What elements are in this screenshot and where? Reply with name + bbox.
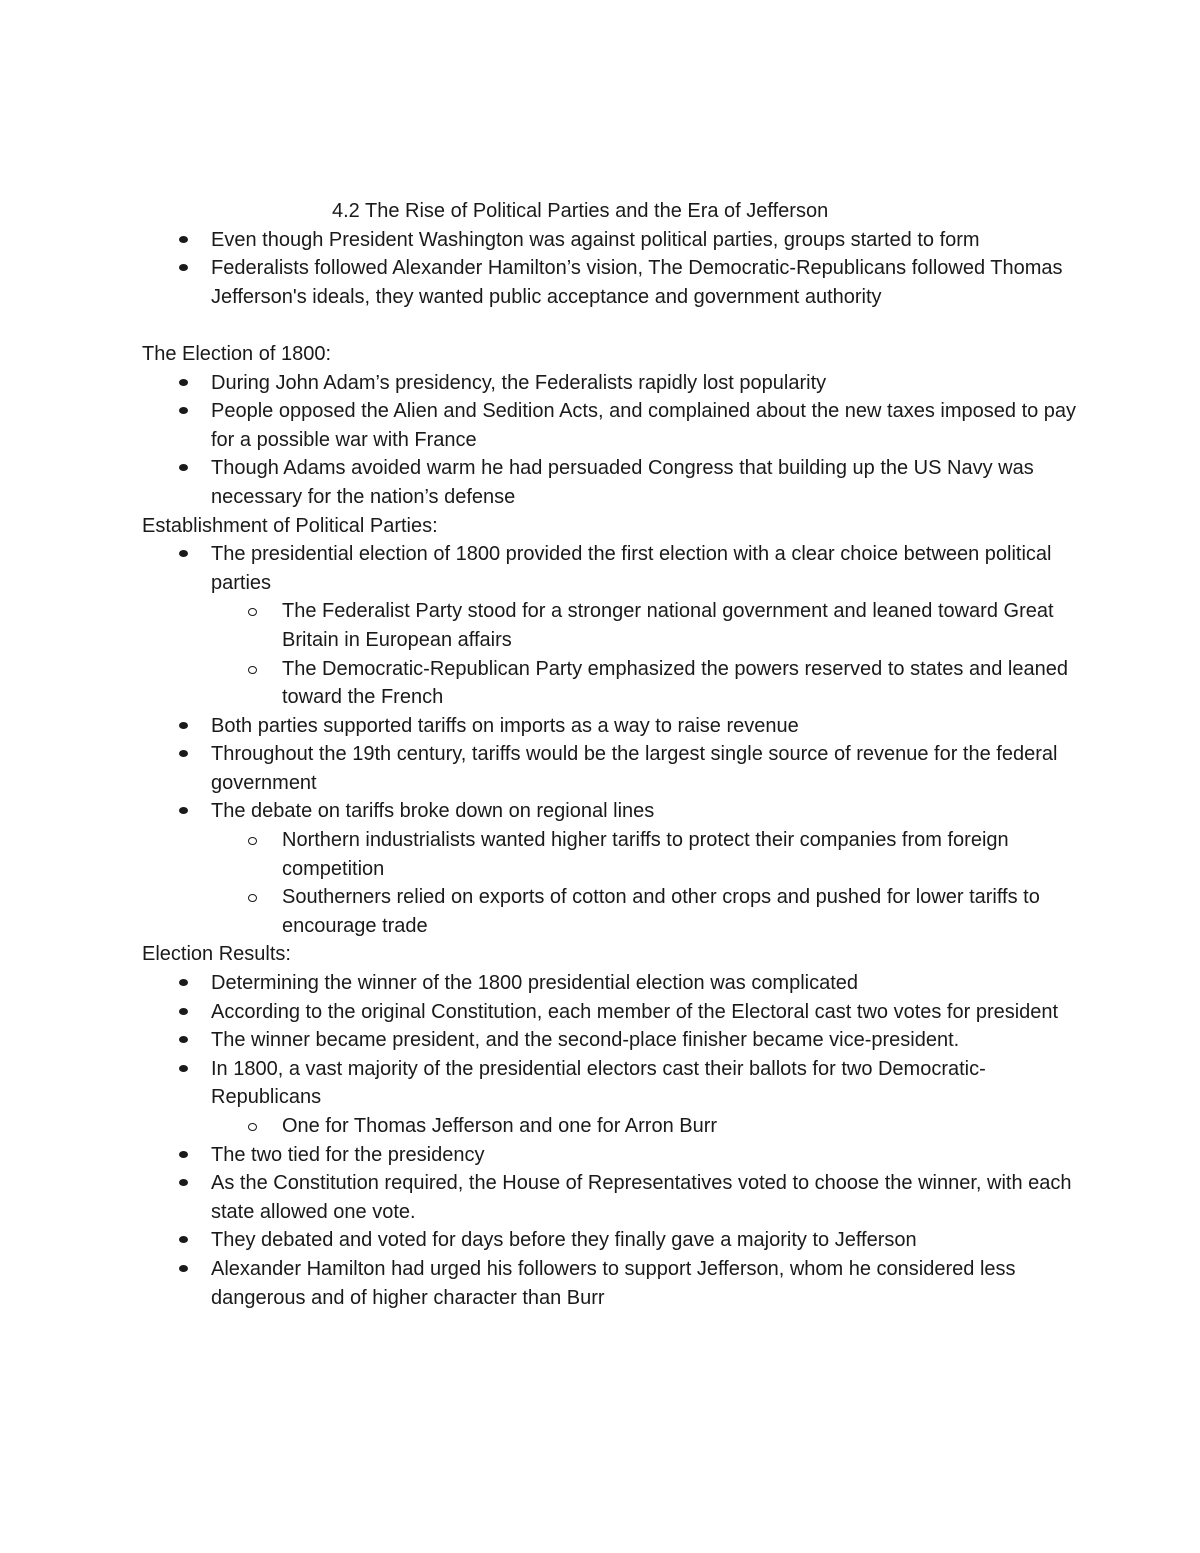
- filled-bullet-icon: [179, 379, 188, 386]
- section-list: [142, 369, 1082, 512]
- list-item-text: Though Adams avoided warm he had persuaded Congress that building up the US Navy was necessary for the nation’s defense: [211, 457, 1034, 508]
- list-item-text: In 1800, a vast majority of the presidential electors cast their ballots for two Democratic-Republicans: [211, 1057, 986, 1109]
- sub-list: [211, 597, 1082, 711]
- list-item-text: The two tied for the presidency: [211, 1143, 485, 1166]
- hollow-bullet-icon: [248, 837, 257, 845]
- list-item: [142, 1055, 1082, 1141]
- list-item: [142, 797, 1082, 940]
- sub-list-item: [211, 655, 1082, 712]
- filled-bullet-icon: [179, 1036, 188, 1043]
- list-item-text: Alexander Hamilton had urged his followers to support Jefferson, whom he considered less dangerous and of higher character than Burr: [211, 1257, 1016, 1309]
- list-item-text: During John Adam’s presidency, the Federalists rapidly lost popularity: [211, 371, 827, 394]
- section-heading: Election Results:: [142, 943, 291, 966]
- hollow-bullet-icon: [248, 666, 257, 674]
- list-item-text: Southerners relied on exports of cotton and other crops and pushed for lower tariffs to encourage trade: [282, 886, 1040, 937]
- filled-bullet-icon: [179, 750, 188, 757]
- filled-bullet-icon: [179, 807, 188, 814]
- list-item-text: Even though President Washington was against political parties, groups started to form: [211, 228, 980, 251]
- sub-list-item: [211, 826, 1082, 883]
- section-heading: Establishment of Political Parties:: [142, 514, 438, 537]
- list-item-text: Northern industrialists wanted higher tariffs to protect their companies from foreign competition: [282, 829, 1009, 880]
- sub-list-item: [211, 1112, 1082, 1141]
- intro-list: [142, 226, 1082, 312]
- section-heading: The Election of 1800:: [142, 342, 332, 365]
- list-item-text: Both parties supported tariffs on imports as a way to raise revenue: [211, 714, 799, 737]
- filled-bullet-icon: [179, 407, 188, 414]
- sub-list: [211, 1112, 1082, 1141]
- document-body: [142, 197, 1082, 1312]
- list-item: [142, 1026, 1082, 1055]
- list-item: [142, 454, 1082, 511]
- list-item-text: They debated and voted for days before they finally gave a majority to Jefferson: [211, 1229, 917, 1252]
- list-item-text: One for Thomas Jefferson and one for Arron Burr: [282, 1115, 718, 1137]
- blank-line: [142, 311, 1082, 340]
- list-item-text: The debate on tariffs broke down on regional lines: [211, 800, 655, 823]
- list-item: [142, 969, 1082, 998]
- list-item-text: Determining the winner of the 1800 presidential election was complicated: [211, 972, 859, 995]
- list-item: [142, 254, 1082, 311]
- list-item-text: According to the original Constitution, each member of the Electoral cast two votes for president: [211, 1000, 1059, 1023]
- filled-bullet-icon: [179, 464, 188, 471]
- list-item: [142, 1255, 1082, 1312]
- filled-bullet-icon: [179, 1008, 188, 1015]
- section-list: [142, 969, 1082, 1312]
- list-item-text: As the Constitution required, the House of Representatives voted to choose the winner, with each state allowed one vote.: [211, 1172, 1072, 1223]
- filled-bullet-icon: [179, 236, 188, 243]
- filled-bullet-icon: [179, 264, 188, 271]
- list-item-text: People opposed the Alien and Sedition Acts, and complained about the new taxes imposed to pay for a possible war with France: [211, 400, 1077, 451]
- list-item: [142, 369, 1082, 398]
- list-item: [142, 540, 1082, 712]
- list-item-text: The Federalist Party stood for a stronger national government and leaned toward Great Britain in European affairs: [282, 600, 1054, 651]
- filled-bullet-icon: [179, 722, 188, 729]
- list-item-text: The presidential election of 1800 provided the first election with a clear choice between political parties: [211, 543, 1052, 594]
- list-item: [142, 712, 1082, 741]
- hollow-bullet-icon: [248, 894, 257, 902]
- list-item-text: Throughout the 19th century, tariffs would be the largest single source of revenue for the federal government: [211, 743, 1058, 794]
- list-item: [142, 1226, 1082, 1255]
- filled-bullet-icon: [179, 1265, 188, 1272]
- document-title: 4.2 The Rise of Political Parties and the Era of Jefferson: [332, 200, 829, 222]
- list-item: [142, 740, 1082, 797]
- list-item-text: Federalists followed Alexander Hamilton’s vision, The Democratic-Republicans followed Thomas Jefferson's ideals, they wanted public acceptance and government authority: [211, 257, 1063, 308]
- list-item-text: The winner became president, and the second-place finisher became vice-president.: [211, 1029, 960, 1052]
- sub-list-item: [211, 597, 1082, 654]
- filled-bullet-icon: [179, 1151, 188, 1158]
- list-item-text: The Democratic-Republican Party emphasized the powers reserved to states and leaned toward the French: [282, 657, 1068, 709]
- list-item: [142, 397, 1082, 454]
- filled-bullet-icon: [179, 550, 188, 557]
- hollow-bullet-icon: [248, 1123, 257, 1131]
- filled-bullet-icon: [179, 1236, 188, 1243]
- list-item: [142, 1141, 1082, 1170]
- section-list: [142, 540, 1082, 940]
- filled-bullet-icon: [179, 1179, 188, 1186]
- filled-bullet-icon: [179, 1065, 188, 1072]
- list-item: [142, 226, 1082, 255]
- sub-list-item: [211, 883, 1082, 940]
- list-item: [142, 1169, 1082, 1226]
- hollow-bullet-icon: [248, 608, 257, 616]
- list-item: [142, 998, 1082, 1027]
- sub-list: [211, 826, 1082, 940]
- filled-bullet-icon: [179, 979, 188, 986]
